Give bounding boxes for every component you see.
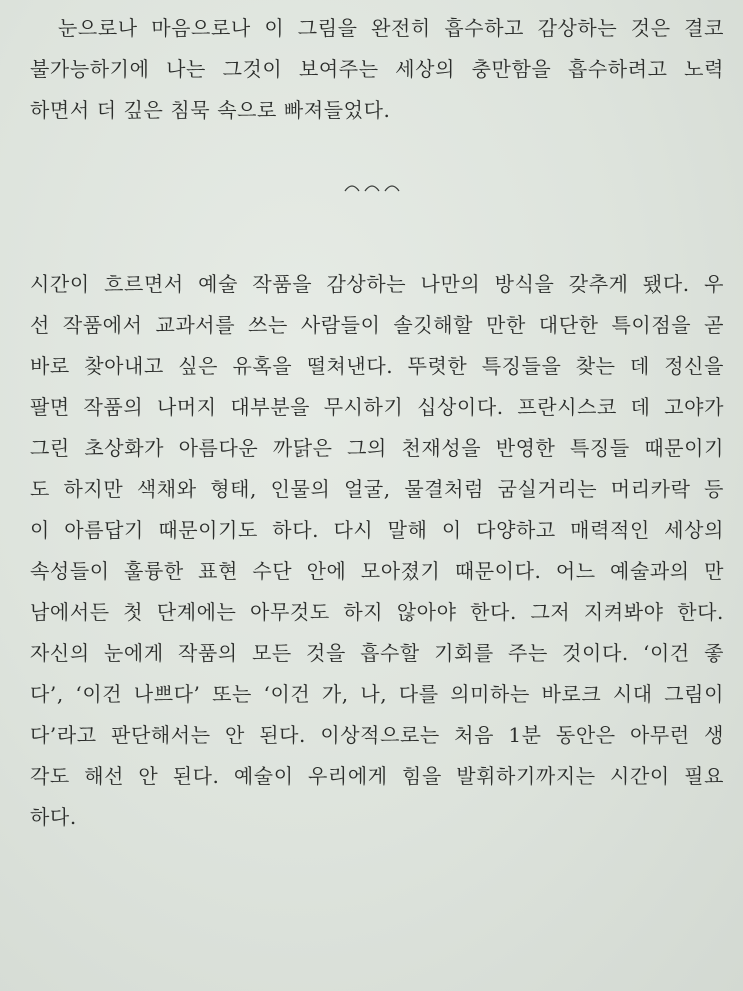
paragraph-line: 각도 해선 안 된다. 예술이 우리에게 힘을 발휘하기까지는 시간이 필요: [30, 764, 724, 788]
paragraph-line: 이 아름답기 때문이기도 하다. 다시 말해 이 다양하고 매력적인 세상의: [30, 518, 724, 542]
paragraph-line: 하면서 더 깊은 침묵 속으로 빠져들었다.: [30, 98, 391, 122]
paragraph-line: 그린 초상화가 아름다운 까닭은 그의 천재성을 반영한 특징들 때문이기: [30, 436, 724, 460]
paragraph-line: 다’, ‘이건 나쁘다’ 또는 ‘이건 가, 나, 다를 의미하는 바로크 시대 그림이: [30, 682, 724, 706]
paragraph-line: 선 작품에서 교과서를 쓰는 사람들이 솔깃해할 만한 대단한 특이점을 곧: [30, 313, 724, 337]
paragraph-line: 속성들이 훌륭한 표현 수단 안에 모아졌기 때문이다. 어느 예술과의 만: [30, 559, 724, 583]
paragraph-line: 남에서든 첫 단계에는 아무것도 하지 않아야 한다. 그저 지켜봐야 한다.: [30, 600, 724, 624]
paragraph-line: 자신의 눈에게 작품의 모든 것을 흡수할 기회를 주는 것이다. ‘이건 좋: [30, 641, 724, 665]
section-divider-icon: [343, 180, 403, 194]
paragraph-line: 눈으로나 마음으로나 이 그림을 완전히 흡수하고 감상하는 것은 결코: [58, 16, 724, 40]
paragraph-line: 도 하지만 색채와 형태, 인물의 얼굴, 물결처럼 굼실거리는 머리카락 등: [30, 477, 724, 501]
paragraph-1: [30, 8, 724, 131]
paragraph-line: 다’라고 판단해서는 안 된다. 이상적으로는 처음 1분 동안은 아무런 생: [30, 723, 724, 747]
paragraph-line: 불가능하기에 나는 그것이 보여주는 세상의 충만함을 흡수하려고 노력: [30, 57, 724, 81]
paragraph-2: [30, 264, 724, 838]
paragraph-line: 바로 찾아내고 싶은 유혹을 떨쳐낸다. 뚜렷한 특징들을 찾는 데 정신을: [30, 354, 724, 378]
paragraph-line: 시간이 흐르면서 예술 작품을 감상하는 나만의 방식을 갖추게 됐다. 우: [30, 272, 724, 296]
paragraph-line: 팔면 작품의 나머지 대부분을 무시하기 십상이다. 프란시스코 데 고야가: [30, 395, 724, 419]
paragraph-line: 하다.: [30, 805, 77, 829]
